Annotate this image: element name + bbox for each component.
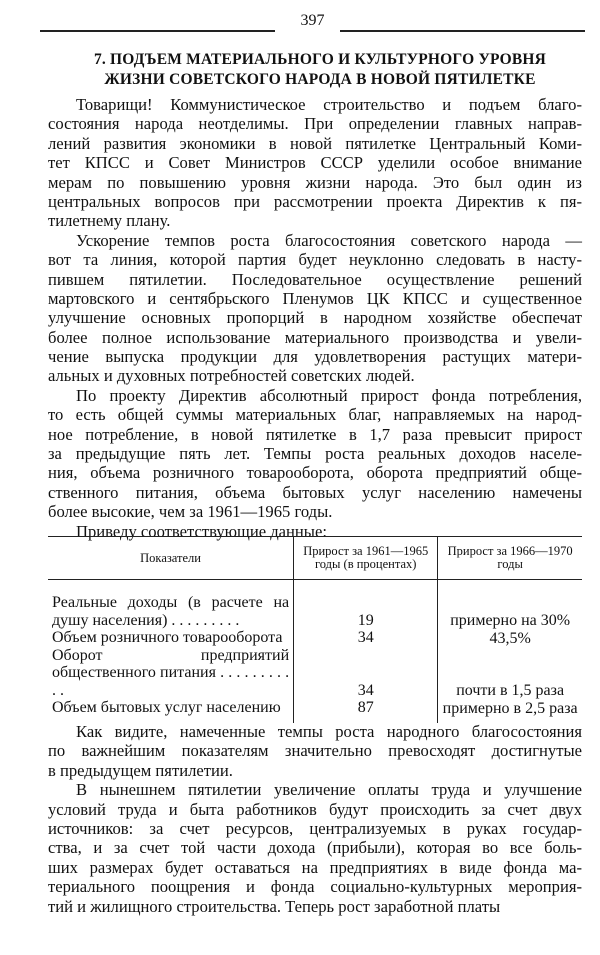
table-row — [48, 699, 582, 723]
text-line: лений развития экономики в новой пятилетке Центральный Коми- — [48, 133, 582, 153]
value-1961-1965: 87 — [294, 699, 438, 723]
page-number: 397 — [300, 12, 325, 29]
text-line: тилетнему плану. — [48, 211, 171, 231]
paragraph — [48, 95, 582, 231]
text-line: териального поощрения и фонда социально-культурных мероприя- — [48, 877, 582, 897]
column-header: Показатели — [48, 537, 294, 580]
text-line: По проекту Директив абсолютный прирост фонда потребления, — [76, 385, 582, 405]
header-rule-right — [340, 30, 585, 32]
text-line: в предыдущем пятилетии. — [48, 760, 233, 780]
text-line: тет КПСС и Совет Министров СССР уделили особое внимание — [48, 153, 582, 173]
text-line: более полное использование материального производства и увели- — [48, 327, 582, 347]
column-header: Прирост за 1961—1965 годы (в процентах) — [294, 537, 438, 580]
text-line: Ускорение темпов роста благосостояния советского народа — — [76, 230, 582, 250]
text-line: то есть общей суммы материальных благ, направляемых на народ- — [48, 405, 582, 425]
row-label: Объем бытовых услуг населению — [52, 699, 281, 716]
text-line: мартовского и сентябрьского Пленумов ЦК КПСС и существенное — [48, 288, 582, 308]
paragraph — [48, 722, 582, 780]
text-line: более высокие, чем за 1961—1965 годы. — [48, 502, 333, 522]
text-line: ших размерах будет оставаться на предприятиях в виде фонда ма- — [48, 857, 582, 877]
text-line: Приведу соответствующие данные: — [76, 521, 327, 541]
text-line: Как видите, намеченные темпы роста народного благосостояния — [76, 722, 582, 741]
text-line: состояния народа неотделимы. При определении главных направ- — [48, 114, 582, 134]
column-header: Прирост за 1966—1970 годы — [438, 537, 582, 580]
text-line: альных и духовных потребностей советских людей. — [48, 366, 415, 386]
text-line: источников: за счет ресурсов, централизуемых в руках государ- — [48, 818, 582, 838]
text-line: условий труда и быта работников будут происходить за счет двух — [48, 799, 582, 819]
paragraph — [48, 231, 582, 386]
page-header — [40, 8, 585, 32]
row-label: Оборот предприятий общественного питания . . . . . . . . . . . — [52, 646, 290, 699]
text-line: центральных вопросов при рассмотрении проекта Директив к пя- — [48, 191, 582, 211]
value-1961-1965: 34 — [294, 629, 438, 647]
section-title — [60, 50, 580, 90]
text-line: Товарищи! Коммунистическое строительство и подъем благо- — [76, 95, 582, 114]
table-row — [48, 580, 582, 630]
text-line: В нынешнем пятилетии увеличение оплаты труда и улучшение — [76, 780, 582, 800]
text-line: ства, и за счет той части дохода (прибыли), которая во все боль- — [48, 838, 582, 858]
body-text-after-table — [48, 722, 582, 916]
text-line: ния, объема розничного товарооборота, оборота предприятий обще- — [48, 463, 582, 483]
body-text-before-table — [48, 95, 582, 541]
text-line: вот та линия, которой партия будет неуклонно следовать в насту- — [48, 250, 582, 270]
title-line: 7. ПОДЪЕМ МАТЕРИАЛЬНОГО И КУЛЬТУРНОГО УРОВНЯ — [93, 51, 547, 68]
paragraph — [48, 386, 582, 522]
title-line: ЖИЗНИ СОВЕТСКОГО НАРОДА В НОВОЙ ПЯТИЛЕТКЕ — [104, 71, 536, 88]
row-label: Объем розничного товарооборота — [52, 629, 283, 646]
text-line: ственного питания, объема бытовых услуг населению намечены — [48, 482, 582, 502]
value-1961-1965: 19 — [294, 580, 438, 630]
value-1966-1970: почти в 1,5 раза — [438, 647, 582, 700]
paragraph — [48, 780, 582, 916]
text-line: тий и жилищного строительства. Теперь рост заработной платы — [48, 896, 501, 916]
text-line: мерам по повышению уровня жизни народа. Это был один из — [48, 172, 582, 192]
text-line: ное потребление, в новой пятилетке в 1,7 раза превысит прирост — [48, 424, 582, 444]
table-row — [48, 647, 582, 700]
text-line: пившем пятилетии. Последовательное осуществление решений — [48, 269, 582, 289]
value-1961-1965: 34 — [294, 647, 438, 700]
value-1966-1970: примерно в 2,5 раза — [438, 699, 582, 723]
text-line: по важнейшим показателям значительно превосходят достигнутые — [48, 741, 582, 761]
table-row — [48, 629, 582, 647]
value-1966-1970: 43,5% — [438, 629, 582, 647]
header-rule-left — [40, 30, 275, 32]
text-line: чение выпуска продукции для удовлетворения растущих матери- — [48, 347, 582, 367]
row-label: Реальные доходы (в расчете на душу населения) . . . . . . . . . — [52, 594, 290, 629]
text-line: за предыдущие пять лет. Темпы роста реальных доходов населе- — [48, 444, 582, 464]
value-1966-1970: примерно на 30% — [438, 580, 582, 630]
data-table — [48, 536, 582, 723]
text-line: улучшение основных пропорций в народном хозяйстве обеспечат — [48, 308, 582, 328]
